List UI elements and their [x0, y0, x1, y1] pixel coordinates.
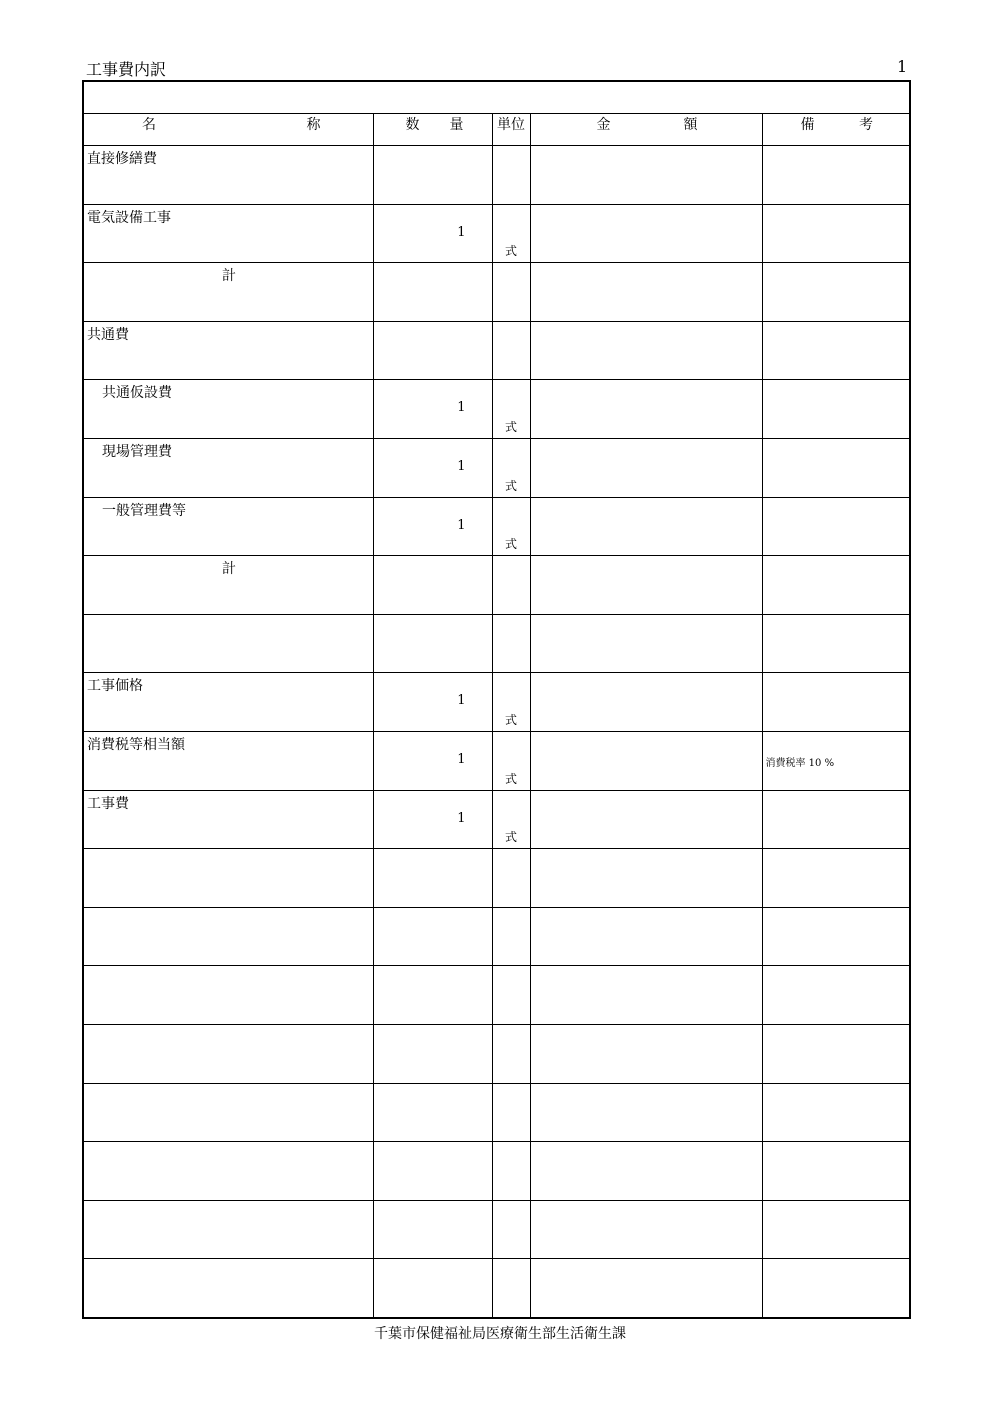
cell-remarks: [762, 790, 910, 849]
item-unit: 式: [504, 244, 517, 259]
table-row: [83, 438, 910, 497]
table-row: [83, 1259, 910, 1318]
item-quantity: 1: [457, 751, 466, 767]
item-name: 消費税等相当額: [87, 736, 185, 753]
cell-amount: [530, 1259, 762, 1318]
cell-name: [83, 263, 373, 322]
cell-quantity: [373, 438, 492, 497]
cell-name: [83, 497, 373, 556]
cell-name: [83, 614, 373, 673]
cell-quantity: [373, 966, 492, 1025]
cell-amount: [530, 263, 762, 322]
item-unit: 式: [504, 771, 517, 786]
table-row: [83, 1024, 910, 1083]
cell-amount: [530, 204, 762, 263]
cell-quantity: [373, 380, 492, 439]
cell-unit: [492, 497, 530, 556]
item-quantity: 1: [457, 458, 466, 474]
item-unit: 式: [504, 712, 517, 727]
item-quantity: 1: [457, 517, 466, 533]
cell-name: [83, 849, 373, 908]
cell-remarks: [762, 1083, 910, 1142]
cell-amount: [530, 614, 762, 673]
cell-name: [83, 438, 373, 497]
item-name: 計: [222, 268, 236, 285]
item-name: 工事費: [87, 795, 129, 812]
document-title: 工事費内訳: [86, 60, 167, 79]
cell-amount: [530, 790, 762, 849]
cell-quantity: [373, 263, 492, 322]
cell-remarks: [762, 204, 910, 263]
cell-unit: [492, 673, 530, 732]
item-name: 電気設備工事: [87, 209, 171, 226]
cell-remarks: [762, 1142, 910, 1201]
cell-amount: [530, 146, 762, 205]
item-unit: 式: [504, 478, 517, 493]
table-row: [83, 731, 910, 790]
item-unit: 式: [504, 537, 517, 552]
table-top-blank-row: [83, 81, 910, 114]
cell-remarks: [762, 146, 910, 205]
cell-amount: [530, 849, 762, 908]
footer-department: 千葉市保健福祉局医療衛生部生活衛生課: [374, 1326, 626, 1342]
cell-remarks: [762, 497, 910, 556]
table-row: [83, 1200, 910, 1259]
item-name: 共通費: [87, 326, 129, 343]
item-name: 現場管理費: [102, 443, 172, 460]
item-quantity: 1: [457, 224, 466, 240]
cell-amount: [530, 731, 762, 790]
cell-remarks: [762, 673, 910, 732]
cell-quantity: [373, 790, 492, 849]
cell-amount: [530, 556, 762, 615]
cell-name: [83, 790, 373, 849]
table-row: [83, 614, 910, 673]
cell-remarks: [762, 438, 910, 497]
blank-cell: [83, 81, 910, 114]
cell-unit: [492, 1024, 530, 1083]
cell-quantity: [373, 731, 492, 790]
cell-quantity: [373, 497, 492, 556]
table-row: [83, 380, 910, 439]
cell-name: [83, 731, 373, 790]
cell-quantity: [373, 146, 492, 205]
cell-name: [83, 1200, 373, 1259]
cell-name: [83, 907, 373, 966]
table-row: [83, 497, 910, 556]
cell-quantity: [373, 614, 492, 673]
table-row: [83, 146, 910, 205]
table-header-row: [83, 114, 910, 146]
header-amount: 金 額: [530, 114, 762, 146]
item-unit: 式: [504, 830, 517, 845]
cell-quantity: [373, 673, 492, 732]
header-quantity: 数 量: [373, 114, 492, 146]
cell-amount: [530, 1083, 762, 1142]
cell-remarks: [762, 907, 910, 966]
item-unit: 式: [504, 419, 517, 434]
cell-remarks: [762, 321, 910, 380]
cell-remarks: [762, 380, 910, 439]
table-row: [83, 966, 910, 1025]
cell-remarks: [762, 1200, 910, 1259]
cell-unit: [492, 966, 530, 1025]
cell-unit: [492, 849, 530, 908]
cell-unit: [492, 731, 530, 790]
header-remarks: 備 考: [762, 114, 910, 146]
cost-breakdown-table: [82, 80, 911, 1319]
cell-remarks: [762, 1024, 910, 1083]
item-quantity: 1: [457, 810, 466, 826]
cell-amount: [530, 321, 762, 380]
item-name: 計: [222, 561, 236, 578]
cell-name: [83, 556, 373, 615]
cell-name: [83, 1083, 373, 1142]
cell-quantity: [373, 1024, 492, 1083]
cell-name: [83, 1024, 373, 1083]
cell-amount: [530, 438, 762, 497]
table-row: [83, 1083, 910, 1142]
table-row: [83, 907, 910, 966]
cell-name: [83, 321, 373, 380]
cell-quantity: [373, 907, 492, 966]
cell-amount: [530, 1024, 762, 1083]
cell-remarks: [762, 1259, 910, 1318]
cell-name: [83, 380, 373, 439]
page-number: 1: [897, 57, 908, 76]
cell-unit: [492, 556, 530, 615]
cell-remarks: [762, 614, 910, 673]
header-name: 名 称: [83, 114, 373, 146]
item-name: 共通仮設費: [102, 385, 172, 402]
item-quantity: 1: [457, 693, 466, 709]
cell-quantity: [373, 849, 492, 908]
cell-unit: [492, 614, 530, 673]
cell-remarks: [762, 731, 910, 790]
table-row: [83, 790, 910, 849]
cell-amount: [530, 1200, 762, 1259]
cell-amount: [530, 380, 762, 439]
table-row: [83, 204, 910, 263]
cell-amount: [530, 1142, 762, 1201]
cell-unit: [492, 1083, 530, 1142]
cell-amount: [530, 497, 762, 556]
cell-name: [83, 966, 373, 1025]
item-remark: 消費税率 10 %: [765, 757, 835, 769]
item-name: 一般管理費等: [102, 502, 186, 519]
cell-quantity: [373, 1083, 492, 1142]
item-name: 直接修繕費: [87, 151, 157, 167]
cell-remarks: [762, 966, 910, 1025]
cell-amount: [530, 673, 762, 732]
cell-quantity: [373, 556, 492, 615]
header-unit: 単位: [492, 114, 530, 146]
cell-remarks: [762, 556, 910, 615]
cell-quantity: [373, 204, 492, 263]
cell-remarks: [762, 263, 910, 322]
table-row: [83, 849, 910, 908]
cell-unit: [492, 380, 530, 439]
cell-amount: [530, 907, 762, 966]
cell-unit: [492, 1142, 530, 1201]
cell-name: [83, 204, 373, 263]
cell-unit: [492, 1200, 530, 1259]
cell-unit: [492, 790, 530, 849]
cell-amount: [530, 966, 762, 1025]
cell-remarks: [762, 849, 910, 908]
table-row: [83, 263, 910, 322]
cell-quantity: [373, 1142, 492, 1201]
table-row: [83, 321, 910, 380]
cell-unit: [492, 1259, 530, 1318]
table-row: [83, 673, 910, 732]
table-row: [83, 556, 910, 615]
cell-quantity: [373, 321, 492, 380]
cell-quantity: [373, 1200, 492, 1259]
cell-unit: [492, 321, 530, 380]
item-name: 工事価格: [87, 678, 143, 695]
cell-name: [83, 1259, 373, 1318]
table-row: [83, 1142, 910, 1201]
cell-unit: [492, 907, 530, 966]
cell-unit: [492, 438, 530, 497]
cell-name: [83, 1142, 373, 1201]
cell-name: [83, 146, 373, 205]
item-quantity: 1: [457, 400, 466, 416]
cell-name: [83, 673, 373, 732]
cell-unit: [492, 146, 530, 205]
cell-quantity: [373, 1259, 492, 1318]
cell-unit: [492, 204, 530, 263]
cell-unit: [492, 263, 530, 322]
